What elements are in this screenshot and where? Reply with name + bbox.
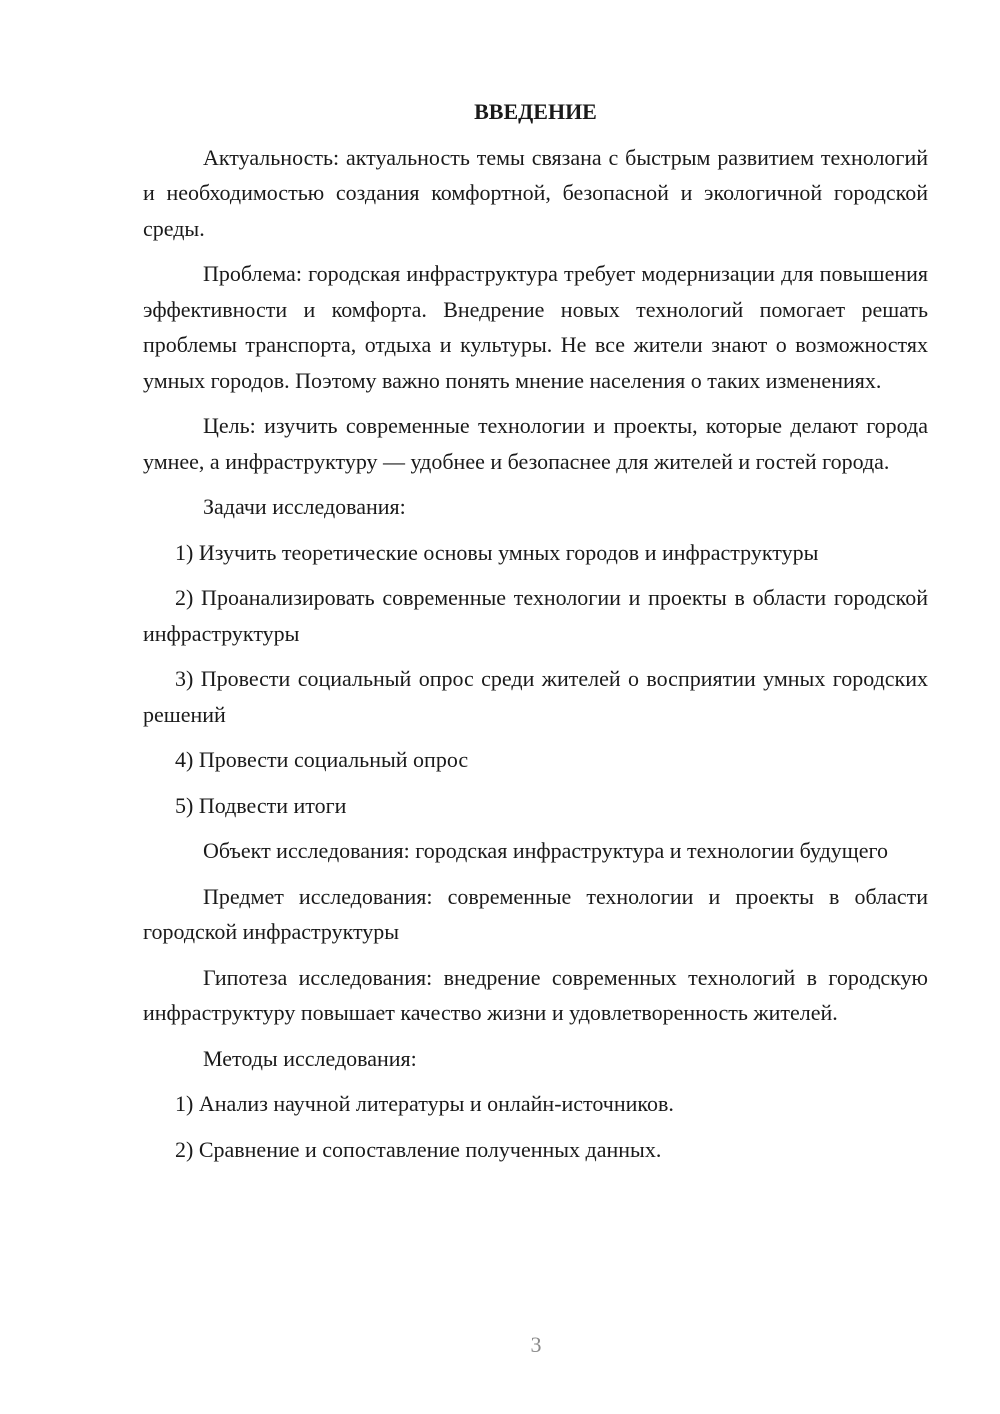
task-item: 3) Провести социальный опрос среди жителей о восприятии умных городских решений: [143, 666, 928, 727]
tasks-heading: Задачи исследования:: [203, 494, 406, 519]
object-paragraph: Объект исследования: городская инфраструктура и технологии будущего: [203, 838, 888, 863]
task-item: 4) Провести социальный опрос: [175, 747, 469, 772]
page-number: 3: [530, 1332, 542, 1357]
goal-paragraph: Цель: изучить современные технологии и проекты, которые делают города умнее, а инфраструктуру — удобнее и безопаснее для жителей и гостей города.: [143, 413, 928, 474]
task-item: 2) Проанализировать современные технологии и проекты в области городской инфраструктуры: [143, 585, 928, 646]
methods-heading: Методы исследования:: [203, 1045, 417, 1071]
hypothesis-text-end: удовлетворенность жителей.: [569, 1000, 838, 1025]
subject-paragraph: Предмет исследования: современные технологии и проекты в области городской инфраструктуры: [143, 883, 928, 944]
task-item: 1) Изучить теоретические основы умных городов и инфраструктуры: [175, 539, 819, 565]
task-item: 5) Подвести итоги: [175, 792, 347, 818]
page-content: [143, 94, 928, 1177]
hypothesis-text: Гипотеза исследования: внедрение современных технологий в городскую инфраструктуру повышает качество жизни и: [143, 964, 928, 1025]
method-item: 2) Сравнение и сопоставление полученных данных.: [175, 1136, 662, 1162]
relevance-paragraph: Актуальность: актуальность темы связана с быстрым развитием технологий и необходимостью создания комфортной, безопасной и экологичной городской среды.: [143, 144, 928, 241]
problem-paragraph: Проблема: городская инфраструктура требует модернизации для повышения эффективности и комфорта. Внедрение новых технологий помогает решать проблемы транспорта, отдыха и культуры. Не все жители знают о возможностях умных городов. Поэтому важно понять мнение населения о таких изменениях.: [143, 261, 928, 393]
hypothesis-paragraph: [143, 960, 928, 1031]
section-title: ВВЕДЕНИЕ: [474, 99, 597, 124]
method-item: 1) Анализ научной литературы и онлайн-источников.: [175, 1091, 674, 1116]
